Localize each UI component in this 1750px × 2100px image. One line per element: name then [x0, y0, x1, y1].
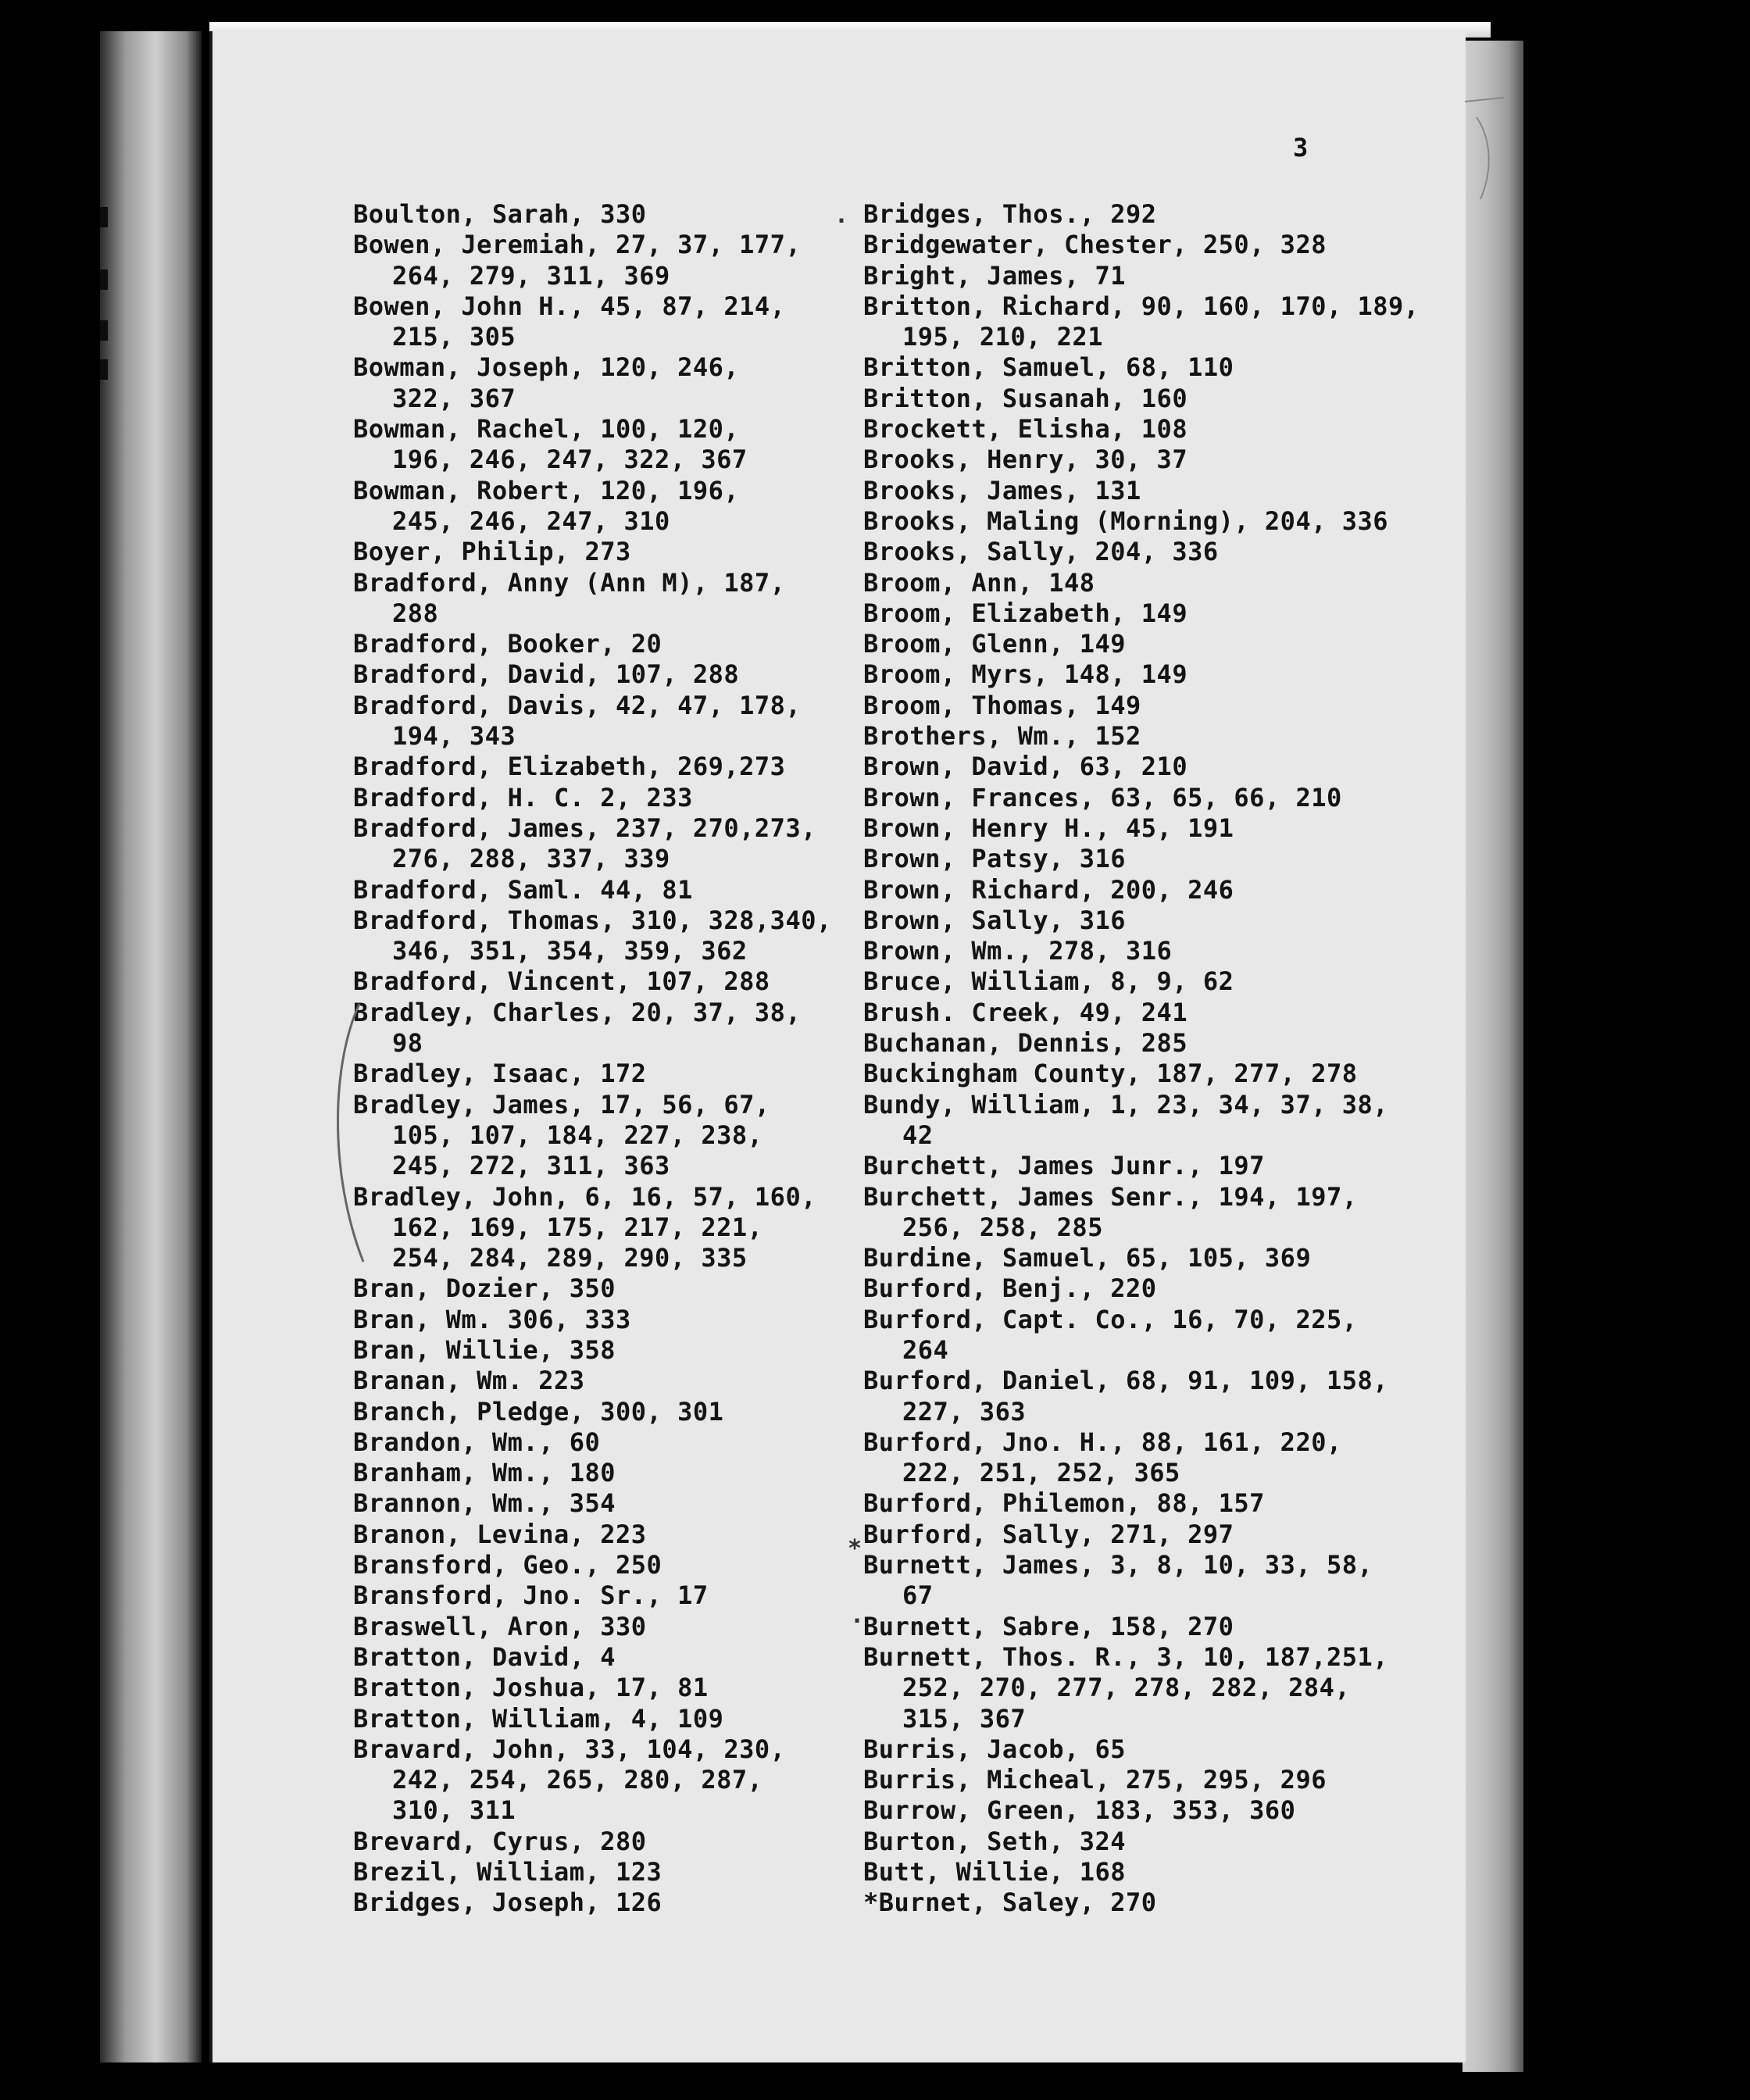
index-entry: Burdine, Samuel, 65, 105, 369: [863, 1243, 1312, 1273]
index-entry: Bradley, Isaac, 172: [353, 1059, 647, 1089]
index-entry: Bowman, Joseph, 120, 246,: [353, 352, 740, 383]
index-entry: Burris, Micheal, 275, 295, 296: [863, 1765, 1327, 1795]
index-entry-continuation: 264, 279, 311, 369: [392, 260, 670, 291]
index-entry-continuation: 288: [392, 598, 439, 628]
index-entry: Burton, Seth, 324: [863, 1826, 1127, 1856]
index-entry: Bridges, Thos., 292: [863, 199, 1157, 229]
index-entry: Brannon, Wm., 354: [353, 1488, 616, 1519]
index-entry: Brooks, Sally, 204, 336: [863, 537, 1219, 567]
index-entry-continuation: 195, 210, 221: [902, 322, 1103, 352]
index-entry: Braswell, Aron, 330: [353, 1611, 647, 1641]
index-entry: Britton, Susanah, 160: [863, 383, 1188, 413]
index-entry-continuation: 222, 251, 252, 365: [902, 1458, 1180, 1488]
index-entry: Brown, Wm., 278, 316: [863, 936, 1173, 966]
index-entry-continuation: 245, 246, 247, 310: [392, 505, 670, 536]
index-entry: Buchanan, Dennis, 285: [863, 1028, 1188, 1059]
index-column-left: [353, 199, 916, 1919]
asterisk-mark: *: [848, 1535, 862, 1562]
index-entry: Bowen, Jeremiah, 27, 37, 177,: [353, 230, 802, 260]
binding-mark: [100, 359, 108, 380]
dot-mark: .: [850, 1602, 865, 1629]
index-entry: Brown, David, 63, 210: [863, 752, 1188, 782]
page-number: 3: [1293, 133, 1309, 162]
index-entry: Brothers, Wm., 152: [863, 721, 1141, 752]
index-entry: Burford, Sally, 271, 297: [863, 1519, 1234, 1549]
index-entry: Broom, Myrs, 148, 149: [863, 659, 1188, 690]
index-entry-continuation: 67: [902, 1580, 934, 1611]
index-entry: Broom, Ann, 148: [863, 567, 1095, 598]
index-entry: Brown, Henry H., 45, 191: [863, 812, 1234, 843]
index-entry: Bundy, William, 1, 23, 34, 37, 38,: [863, 1089, 1389, 1120]
index-entry: Boulton, Sarah, 330: [353, 199, 647, 229]
index-entry: Brown, Patsy, 316: [863, 844, 1127, 874]
index-entry: Burnett, Thos. R., 3, 10, 187,251,: [863, 1641, 1389, 1672]
pencil-bracket-mark: [328, 1000, 375, 1266]
index-entry: Bran, Dozier, 350: [353, 1273, 616, 1304]
index-entry: Bradford, James, 237, 270,273,: [353, 812, 816, 843]
index-entry-continuation: 227, 363: [902, 1396, 1027, 1427]
index-entry: Bransford, Geo., 250: [353, 1550, 662, 1580]
index-entry: Brown, Sally, 316: [863, 905, 1127, 935]
index-entry: Brown, Richard, 200, 246: [863, 874, 1234, 905]
index-entry: Britton, Richard, 90, 160, 170, 189,: [863, 291, 1420, 321]
index-entry-continuation: 254, 284, 289, 290, 335: [392, 1243, 748, 1273]
index-entry-continuation: 215, 305: [392, 322, 516, 352]
index-entry: Broom, Thomas, 149: [863, 690, 1141, 720]
index-entry: Bowen, John H., 45, 87, 214,: [353, 291, 786, 321]
index-entry: Bravard, John, 33, 104, 230,: [353, 1734, 786, 1764]
index-entry-continuation: 105, 107, 184, 227, 238,: [392, 1120, 763, 1150]
index-entry: Butt, Willie, 168: [863, 1857, 1127, 1888]
index-entry: Bradford, Saml. 44, 81: [353, 874, 693, 905]
index-entry: Broom, Elizabeth, 149: [863, 598, 1188, 628]
index-entry: Burford, Benj., 220: [863, 1273, 1157, 1304]
index-entry: Broom, Glenn, 149: [863, 629, 1127, 659]
index-entry: Bradford, H. C. 2, 233: [353, 782, 693, 812]
index-entry: Brown, Frances, 63, 65, 66, 210: [863, 782, 1342, 812]
index-entry: Brandon, Wm., 60: [353, 1427, 601, 1457]
index-entry: Bran, Willie, 358: [353, 1334, 616, 1365]
index-entry-continuation: 310, 311: [392, 1795, 516, 1826]
index-entry: Bradford, Vincent, 107, 288: [353, 966, 770, 997]
index-entry: Burford, Philemon, 88, 157: [863, 1488, 1265, 1519]
index-entry: Branon, Levina, 223: [353, 1519, 647, 1549]
index-entry-continuation: 252, 270, 277, 278, 282, 284,: [902, 1673, 1351, 1703]
index-entry: Bradford, Booker, 20: [353, 629, 662, 659]
binding-mark: [100, 320, 108, 341]
index-entry: Bradley, James, 17, 56, 67,: [353, 1089, 770, 1120]
index-entry: Bratton, Joshua, 17, 81: [353, 1673, 709, 1703]
binding-mark: [100, 207, 108, 227]
index-entry: Bridges, Joseph, 126: [353, 1888, 662, 1918]
index-entry: Bradley, John, 6, 16, 57, 160,: [353, 1181, 816, 1212]
index-entry-continuation: 315, 367: [902, 1703, 1027, 1734]
index-entry-continuation: 42: [902, 1120, 934, 1150]
dot-mark: .: [834, 202, 849, 229]
index-entry-continuation: 196, 246, 247, 322, 367: [392, 445, 748, 475]
index-column-right: [863, 199, 1426, 1919]
index-entry: Bright, James, 71: [863, 260, 1127, 291]
index-entry: Branch, Pledge, 300, 301: [353, 1396, 724, 1427]
index-entry: Burnett, Sabre, 158, 270: [863, 1611, 1234, 1641]
index-entry-continuation: 98: [392, 1028, 423, 1059]
index-entry: Bridgewater, Chester, 250, 328: [863, 230, 1327, 260]
index-entry: Bowman, Rachel, 100, 120,: [353, 414, 740, 445]
index-entry: Burchett, James Senr., 194, 197,: [863, 1181, 1358, 1212]
index-entry-continuation: 245, 272, 311, 363: [392, 1151, 670, 1181]
index-entry: Buckingham County, 187, 277, 278: [863, 1059, 1358, 1089]
index-entry-continuation: 162, 169, 175, 217, 221,: [392, 1212, 763, 1242]
index-entry: Burnett, James, 3, 8, 10, 33, 58,: [863, 1550, 1373, 1580]
index-entry-continuation: 346, 351, 354, 359, 362: [392, 936, 748, 966]
index-entry: Burford, Capt. Co., 16, 70, 225,: [863, 1304, 1358, 1334]
binding-mark: [100, 270, 108, 290]
index-entry: Burris, Jacob, 65: [863, 1734, 1127, 1764]
index-entry: Bradford, David, 107, 288: [353, 659, 740, 690]
index-entry: Bran, Wm. 306, 333: [353, 1304, 631, 1334]
index-entry: Bowman, Robert, 120, 196,: [353, 475, 740, 505]
index-entry: Burrow, Green, 183, 353, 360: [863, 1795, 1296, 1826]
index-entry: Bradford, Elizabeth, 269,273: [353, 752, 786, 782]
index-entry-continuation: 194, 343: [392, 721, 516, 752]
index-entry: Brooks, James, 131: [863, 475, 1141, 505]
index-entry: Brush. Creek, 49, 241: [863, 997, 1188, 1027]
index-entry: *Burnet, Saley, 270: [863, 1888, 1157, 1918]
index-entry-continuation: 264: [902, 1334, 949, 1365]
index-entry-continuation: 256, 258, 285: [902, 1212, 1103, 1242]
index-entry: Bratton, David, 4: [353, 1641, 616, 1672]
index-entry: Bransford, Jno. Sr., 17: [353, 1580, 709, 1611]
index-entry: Bradford, Anny (Ann M), 187,: [353, 567, 786, 598]
index-entry: Bruce, William, 8, 9, 62: [863, 966, 1234, 997]
index-entry: Boyer, Philip, 273: [353, 537, 631, 567]
index-entry: Branham, Wm., 180: [353, 1458, 616, 1488]
index-entry: Brezil, William, 123: [353, 1857, 662, 1888]
index-entry: Britton, Samuel, 68, 110: [863, 352, 1234, 383]
index-entry: Brooks, Henry, 30, 37: [863, 445, 1188, 475]
index-entry-continuation: 276, 288, 337, 339: [392, 844, 670, 874]
index-entry: Burford, Daniel, 68, 91, 109, 158,: [863, 1366, 1389, 1396]
binding-strip: [100, 31, 202, 2062]
page-edge-shadow: [1462, 41, 1523, 2072]
index-entry: Brockett, Elisha, 108: [863, 414, 1188, 445]
index-entry: Burchett, James Junr., 197: [863, 1151, 1265, 1181]
index-entry-continuation: 242, 254, 265, 280, 287,: [392, 1765, 763, 1795]
index-entry-continuation: 322, 367: [392, 383, 516, 413]
page-curl-mark: [1461, 94, 1508, 203]
index-entry: Bradford, Thomas, 310, 328,340,: [353, 905, 832, 935]
index-entry: Bratton, William, 4, 109: [353, 1703, 724, 1734]
index-entry: Brooks, Maling (Morning), 204, 336: [863, 505, 1389, 536]
index-entry: Branan, Wm. 223: [353, 1366, 585, 1396]
index-entry: Burford, Jno. H., 88, 161, 220,: [863, 1427, 1342, 1457]
index-entry: Bradley, Charles, 20, 37, 38,: [353, 997, 802, 1027]
index-entry: Bradford, Davis, 42, 47, 178,: [353, 690, 802, 720]
index-entry: Brevard, Cyrus, 280: [353, 1826, 647, 1856]
